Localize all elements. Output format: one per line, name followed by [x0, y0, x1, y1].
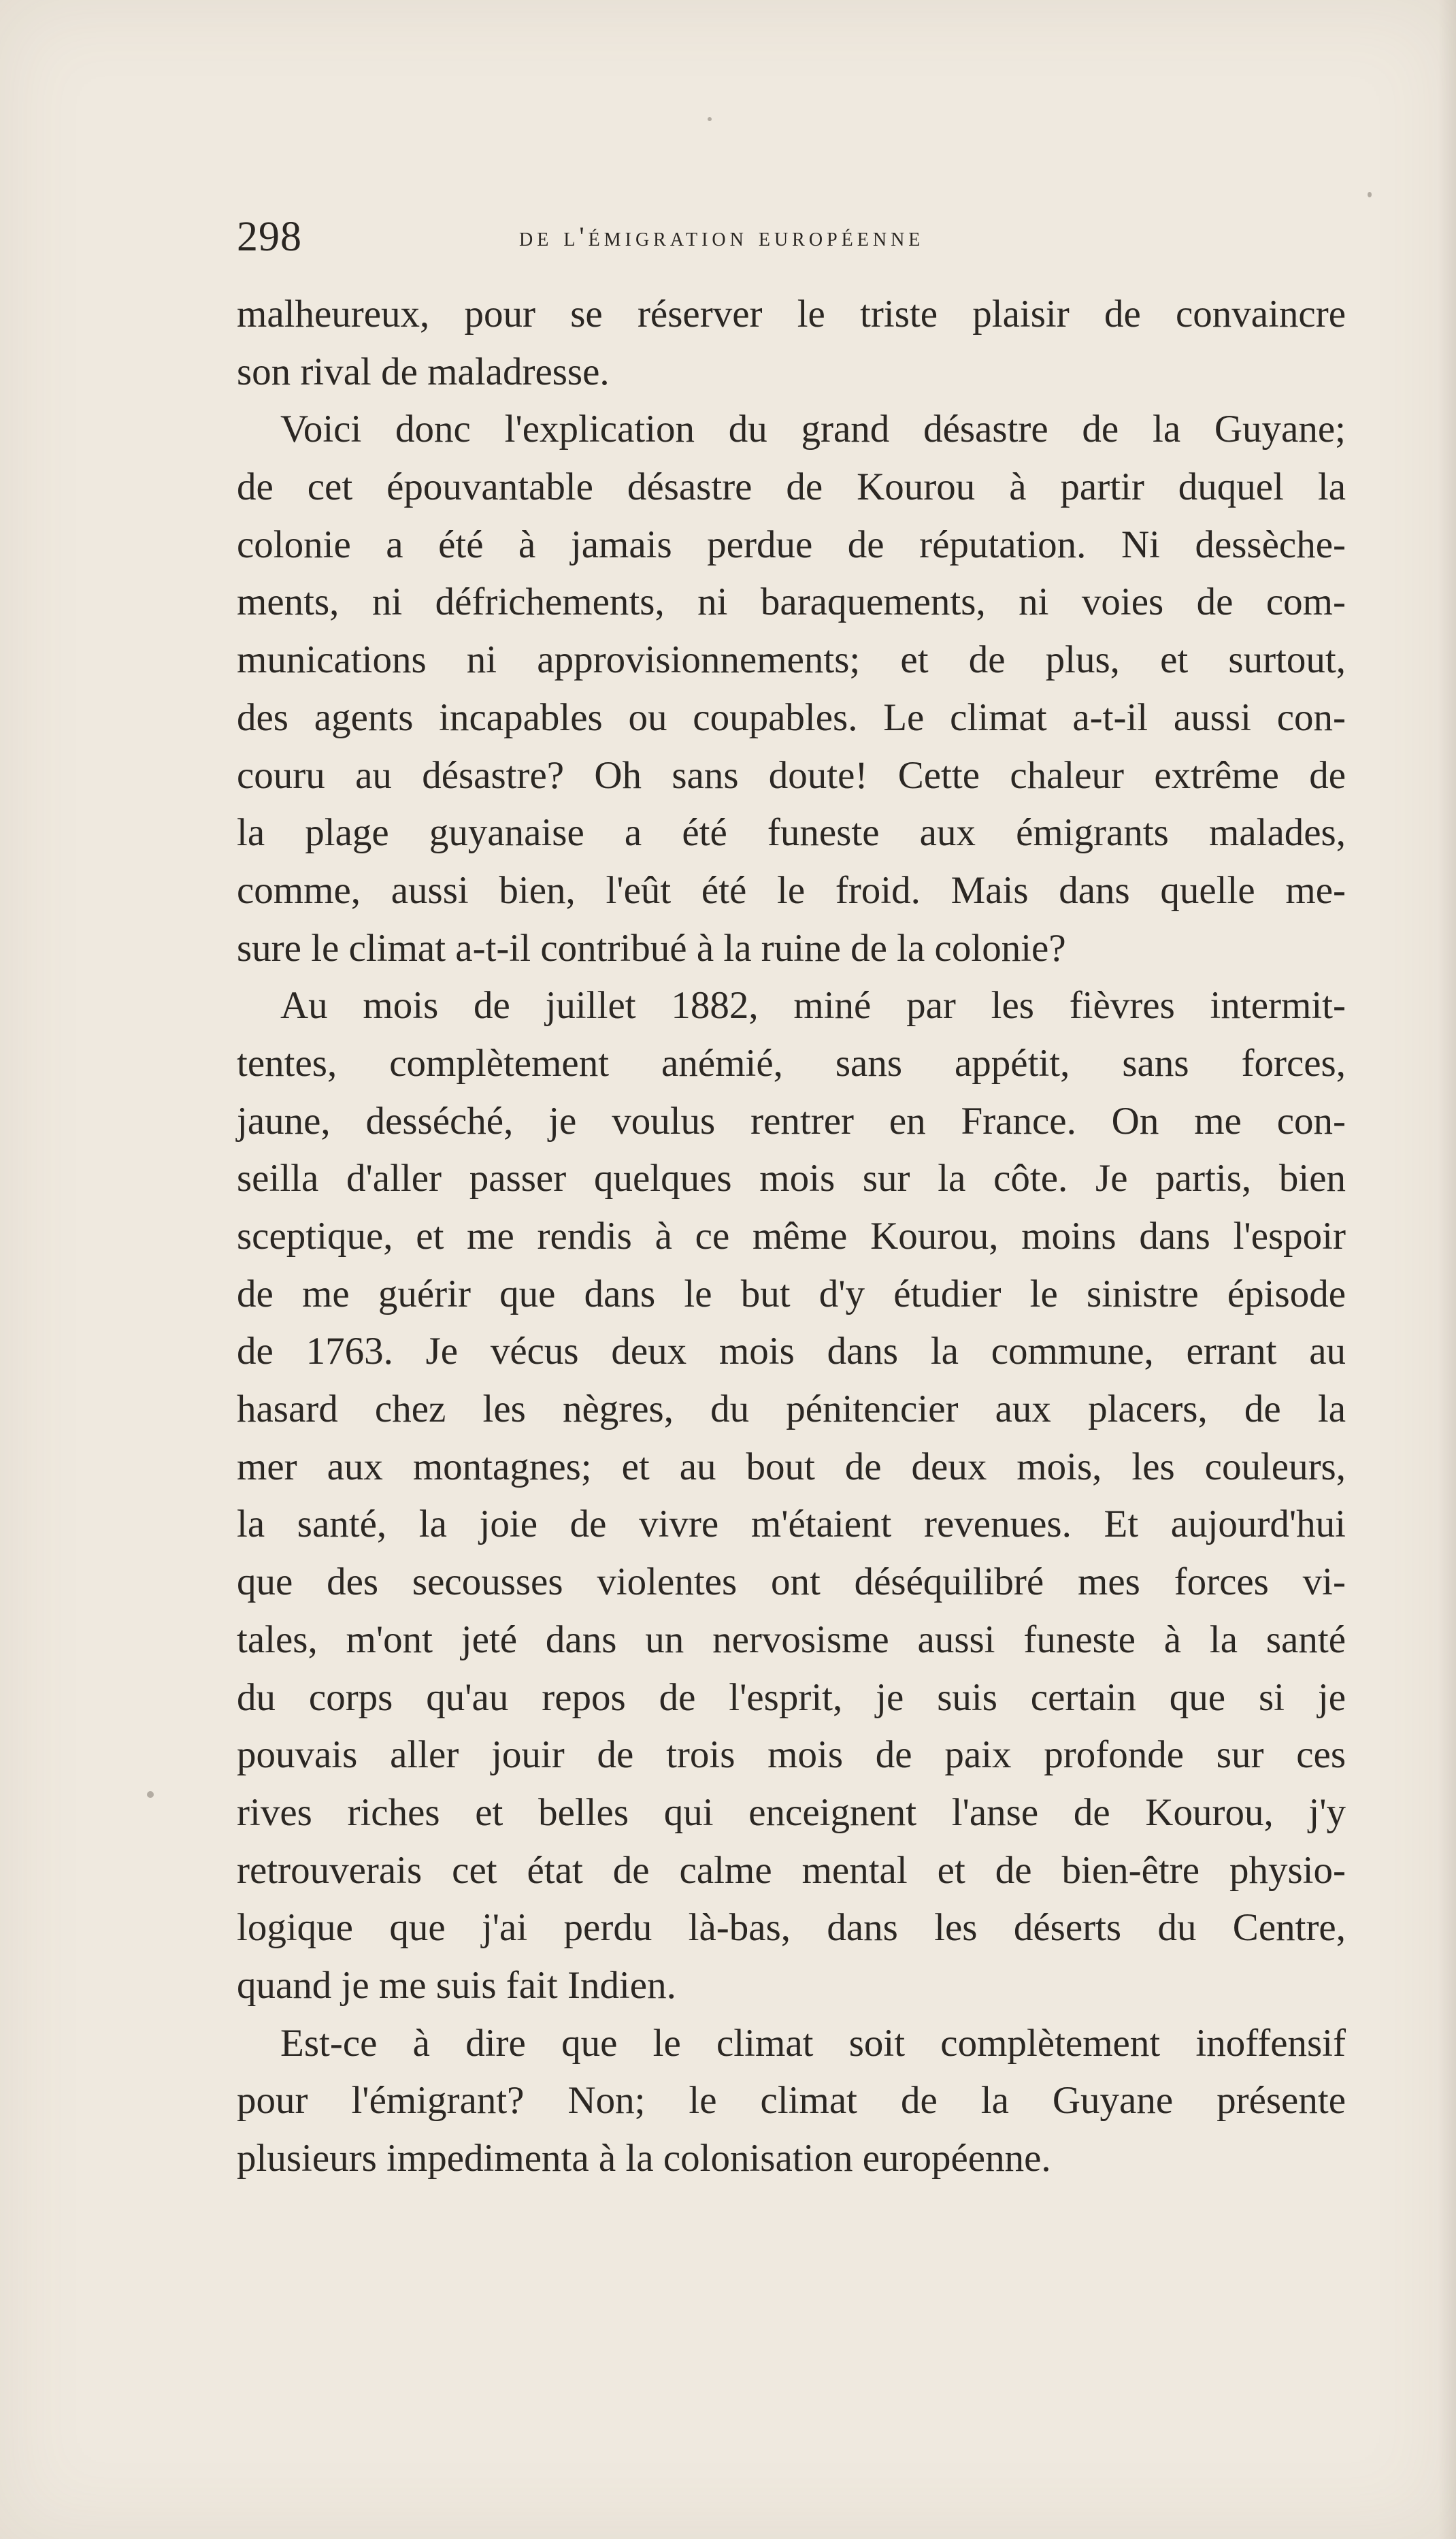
paragraph-first-line: Est-ce à dire que le climat soit complètement inoffensif — [280, 2021, 1346, 2065]
text-line: tentes, complètement anémié, sans appétit, sans forces, — [237, 1041, 1346, 1085]
text-line: ments, ni défrichements, ni baraquements, ni voies de com- — [237, 580, 1346, 624]
running-header — [237, 210, 1353, 264]
paper-speck — [1368, 192, 1372, 197]
text-line: seilla d'aller passer quelques mois sur la côte. Je partis, bien — [237, 1157, 1346, 1200]
text-line: jaune, desséché, je voulus rentrer en France. On me con- — [237, 1099, 1346, 1143]
text-line: colonie a été à jamais perdue de réputation. Ni dessèche- — [237, 523, 1346, 566]
text-line: de cet épouvantable désastre de Kourou à partir duquel la — [237, 465, 1346, 509]
paragraph-first-line: Au mois de juillet 1882, miné par les fièvres intermit- — [280, 984, 1346, 1028]
text-line: la plage guyanaise a été funeste aux émigrants malades, — [237, 811, 1346, 855]
text-line: des agents incapables ou coupables. Le climat a-t-il aussi con- — [237, 695, 1346, 739]
text-line: de 1763. Je vécus deux mois dans la commune, errant au — [237, 1330, 1346, 1373]
text-line: couru au désastre? Oh sans doute! Cette chaleur extrême de — [237, 753, 1346, 797]
text-line: quand je me suis fait Indien. — [237, 1963, 676, 2007]
text-line: logique que j'ai perdu là-bas, dans les déserts du Centre, — [237, 1906, 1346, 1950]
text-line: du corps qu'au repos de l'esprit, je suis certain que si je — [237, 1675, 1346, 1719]
text-line: munications ni approvisionnements; et de plus, et surtout, — [237, 638, 1346, 682]
running-title: de l'émigration européenne — [519, 221, 925, 252]
page-number: 298 — [237, 214, 302, 260]
text-line: comme, aussi bien, l'eût été le froid. Mais dans quelle me- — [237, 868, 1346, 912]
body-text — [237, 286, 1346, 2259]
text-line: malheureux, pour se réserver le triste plaisir de convaincre — [237, 293, 1346, 335]
paragraph-first-line: Voici donc l'explication du grand désastre de la Guyane; — [280, 408, 1346, 451]
text-line: sure le climat a-t-il contribué à la ruine de la colonie? — [237, 926, 1066, 970]
text-line: retrouverais cet état de calme mental et de bien-être physio- — [237, 1848, 1346, 1892]
paper-speck — [147, 1791, 154, 1798]
text-line: rives riches et belles qui enceignent l'anse de Kourou, j'y — [237, 1790, 1346, 1834]
paper-speck — [708, 117, 712, 121]
text-line: pouvais aller jouir de trois mois de paix profonde sur ces — [237, 1733, 1346, 1777]
text-line: que des secousses violentes ont déséquilibré mes forces vi- — [237, 1560, 1346, 1604]
text-line: mer aux montagnes; et au bout de deux mois, les couleurs, — [237, 1445, 1346, 1488]
text-line: sceptique, et me rendis à ce même Kourou, moins dans l'espoir — [237, 1215, 1346, 1258]
text-line: de me guérir que dans le but d'y étudier le sinistre épisode — [237, 1272, 1346, 1315]
text-line: pour l'émigrant? Non; le climat de la Guyane présente — [237, 2079, 1346, 2123]
text-line: son rival de maladresse. — [237, 350, 610, 393]
text-line: plusieurs impedimenta à la colonisation européenne. — [237, 2137, 1051, 2180]
text-line: hasard chez les nègres, du pénitencier aux placers, de la — [237, 1388, 1346, 1431]
page-edge-shadow — [1438, 0, 1456, 2539]
text-line: la santé, la joie de vivre m'étaient revenues. Et aujourd'hui — [237, 1503, 1346, 1546]
text-line: tales, m'ont jeté dans un nervosisme aussi funeste à la santé — [237, 1618, 1346, 1661]
